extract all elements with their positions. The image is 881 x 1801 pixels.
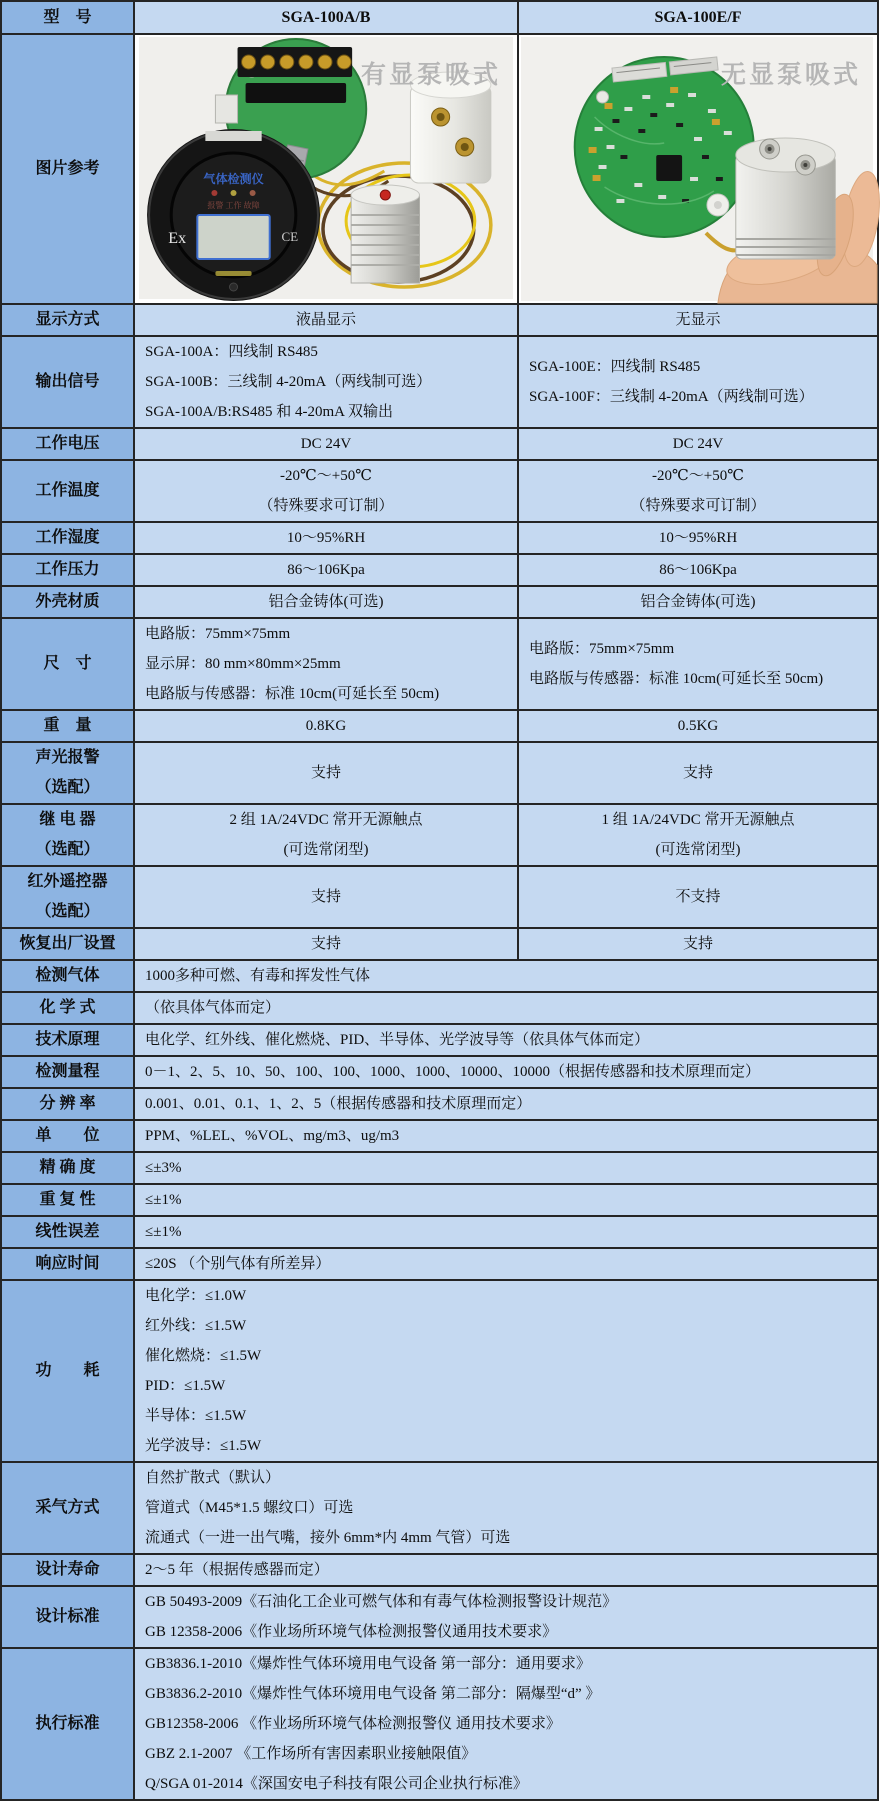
value-text: ≤±1% xyxy=(145,1192,182,1208)
row-label-text: 功 耗 xyxy=(35,1362,100,1379)
model-a-name: SGA-100A/B xyxy=(281,9,371,26)
value-text: -20℃～+50℃ xyxy=(651,468,744,484)
header-row xyxy=(2,2,877,35)
spec-row xyxy=(2,743,877,805)
spec-row xyxy=(2,555,877,587)
row-label-text: 继 电 器 xyxy=(39,811,96,828)
row-label-text: 分 辨 率 xyxy=(39,1095,96,1112)
value-text: 电路版与传感器：标准 10cm(可延长至 50cm) xyxy=(145,686,440,702)
row-label-text: 工作压力 xyxy=(35,561,100,578)
value-text: 半导体：≤1.5W xyxy=(145,1408,247,1424)
row-label-text: 输出信号 xyxy=(35,373,100,390)
red-indicator-dot xyxy=(380,190,390,200)
row-label-text: 重 量 xyxy=(43,717,92,734)
value-text: 电路版：75mm×75mm xyxy=(529,641,675,657)
row-label xyxy=(2,1217,135,1249)
row-label-text: 精 确 度 xyxy=(39,1159,96,1176)
value-cell-a xyxy=(135,337,519,429)
value-text: PPM、%LEL、%VOL、mg/m3、ug/m3 xyxy=(145,1128,400,1144)
spec-row xyxy=(2,1121,877,1153)
spec-row xyxy=(2,429,877,461)
spec-row xyxy=(2,993,877,1025)
value-text: 1 组 1A/24VDC 常开无源触点 xyxy=(601,812,795,828)
value-text: GB12358-2006 《作业场所环境气体检测报警仪 通用技术要求》 xyxy=(145,1716,561,1732)
value-text: 10～95%RH xyxy=(286,530,366,546)
spec-row xyxy=(2,1153,877,1185)
row-label-text: （选配） xyxy=(35,779,100,796)
value-text: 支持 xyxy=(682,765,713,781)
value-cell-span xyxy=(135,1089,877,1121)
value-cell-a xyxy=(135,711,519,743)
row-label xyxy=(2,1057,135,1089)
value-cell-span xyxy=(135,1153,877,1185)
spec-rows-container xyxy=(2,305,877,1799)
value-text: SGA-100F：三线制 4-20mA（两线制可选） xyxy=(529,389,814,405)
value-cell-span xyxy=(135,1249,877,1281)
spec-row xyxy=(2,461,877,523)
row-label xyxy=(2,805,135,867)
value-cell-b xyxy=(519,929,877,961)
row-label xyxy=(2,429,135,461)
row-label xyxy=(2,555,135,587)
ce-mark-text: CE xyxy=(281,229,299,244)
value-cell-b xyxy=(519,711,877,743)
spec-row xyxy=(2,711,877,743)
row-label xyxy=(2,1089,135,1121)
value-text: 0.8KG xyxy=(305,718,347,734)
row-label-text: 工作电压 xyxy=(35,435,100,452)
value-text: 液晶显示 xyxy=(295,312,356,328)
spec-row xyxy=(2,1217,877,1249)
row-label xyxy=(2,1281,135,1463)
model-b-name: SGA-100E/F xyxy=(654,9,742,26)
image-reference-row xyxy=(2,35,877,305)
value-cell-a xyxy=(135,805,519,867)
value-text: 10～95%RH xyxy=(658,530,738,546)
value-text: （依具体气体而定） xyxy=(145,1000,281,1016)
row-label-text: 外壳材质 xyxy=(35,593,100,610)
value-text: 红外线：≤1.5W xyxy=(145,1318,247,1334)
value-text: GB 12358-2006《作业场所环境气体检测报警仪通用技术要求》 xyxy=(145,1624,558,1640)
value-text: -20℃～+50℃ xyxy=(279,468,372,484)
value-text: 电化学：≤1.0W xyxy=(145,1288,247,1304)
connector xyxy=(215,95,237,123)
value-text: SGA-100A/B:RS485 和 4-20mA 双输出 xyxy=(145,404,393,420)
row-label xyxy=(2,619,135,711)
value-cell-a xyxy=(135,461,519,523)
value-cell-b xyxy=(519,587,877,619)
value-cell-a xyxy=(135,523,519,555)
value-text: （特殊要求可订制） xyxy=(258,498,394,514)
value-text: 显示屏：80 mm×80mm×25mm xyxy=(145,656,341,672)
value-cell-a xyxy=(135,619,519,711)
row-label-text: 采气方式 xyxy=(35,1499,100,1516)
value-text: GB3836.1-2010《爆炸性气体环境用电气设备 第一部分：通用要求》 xyxy=(145,1656,591,1672)
value-cell-span xyxy=(135,1217,877,1249)
spec-row xyxy=(2,1089,877,1121)
value-text: 2 组 1A/24VDC 常开无源触点 xyxy=(229,812,423,828)
detector-display-unit xyxy=(147,129,320,301)
row-label-text: 化 学 式 xyxy=(39,999,96,1016)
led-labels-text: 报警 工作 故障 xyxy=(207,201,260,210)
value-text: ≤±1% xyxy=(145,1224,182,1240)
spec-row xyxy=(2,619,877,711)
value-text: 光学波导：≤1.5W xyxy=(145,1438,262,1454)
photo-watermark: 无显泵吸式 xyxy=(720,61,861,89)
value-text: 电路版与传感器：标准 10cm(可延长至 50cm) xyxy=(529,671,824,687)
spec-row xyxy=(2,1057,877,1089)
value-text: PID：≤1.5W xyxy=(145,1378,226,1394)
spec-row xyxy=(2,1025,877,1057)
value-text: GB3836.2-2010《爆炸性气体环境用电气设备 第二部分：隔爆型“d” 》 xyxy=(145,1686,601,1702)
ex-mark-text: Ex xyxy=(168,230,187,247)
value-text: 管道式（M45*1.5 螺纹口）可选 xyxy=(145,1500,354,1516)
value-text: 支持 xyxy=(310,765,341,781)
value-text: DC 24V xyxy=(300,436,352,452)
spec-row xyxy=(2,961,877,993)
detector-title-text: 气体检测仪 xyxy=(203,172,264,186)
row-label xyxy=(2,461,135,523)
spec-row xyxy=(2,867,877,929)
value-cell-a xyxy=(135,429,519,461)
value-cell-span xyxy=(135,1025,877,1057)
sensor-probe xyxy=(736,138,835,259)
row-label xyxy=(2,743,135,805)
value-text: 电路版：75mm×75mm xyxy=(145,626,291,642)
row-label-text: 恢复出厂设置 xyxy=(19,935,116,952)
detector-label-sticker xyxy=(205,131,261,141)
row-label-text: （选配） xyxy=(35,841,100,858)
value-cell-a xyxy=(135,929,519,961)
spec-row xyxy=(2,1185,877,1217)
value-cell-b xyxy=(519,743,877,805)
value-text: GB 50493-2009《石油化工企业可燃气体和有毒气体检测报警设计规范》 xyxy=(145,1594,618,1610)
value-cell-span xyxy=(135,1281,877,1463)
value-text: 86～106Kpa xyxy=(287,562,365,578)
value-cell-a xyxy=(135,305,519,337)
row-label xyxy=(2,867,135,929)
value-cell-b xyxy=(519,429,877,461)
value-text: (可选常闭型) xyxy=(655,842,741,858)
value-cell-span xyxy=(135,1057,877,1089)
row-label-text: 检测气体 xyxy=(35,967,100,984)
value-cell-span xyxy=(135,993,877,1025)
value-text: （特殊要求可订制） xyxy=(630,498,766,514)
ic-chip xyxy=(656,155,682,181)
model-b-header-cell xyxy=(519,2,877,35)
row-label xyxy=(2,1555,135,1587)
sensor-cylinder xyxy=(351,185,419,283)
value-text: 催化燃烧：≤1.5W xyxy=(145,1348,262,1364)
value-text: 支持 xyxy=(310,936,341,952)
value-text: 支持 xyxy=(682,936,713,952)
row-label-text: 检测量程 xyxy=(35,1063,100,1080)
value-text: 铝合金铸体(可选) xyxy=(640,594,756,610)
value-text: 1000多种可燃、有毒和挥发性气体 xyxy=(145,968,371,984)
row-label xyxy=(2,305,135,337)
value-text: (可选常闭型) xyxy=(283,842,369,858)
product-photo-cell-b xyxy=(519,35,877,305)
row-label-text: 技术原理 xyxy=(35,1031,100,1048)
row-label-text: 响应时间 xyxy=(35,1255,100,1272)
value-text: 支持 xyxy=(310,889,341,905)
value-text: 86～106Kpa xyxy=(659,562,737,578)
row-label-text: 执行标准 xyxy=(35,1715,100,1732)
spec-row xyxy=(2,587,877,619)
value-cell-a xyxy=(135,555,519,587)
row-label xyxy=(2,35,135,305)
spec-row xyxy=(2,523,877,555)
model-header-label-cell xyxy=(2,2,135,35)
value-text: 电化学、红外线、催化燃烧、PID、半导体、光学波导等（依具体气体而定） xyxy=(145,1032,650,1048)
value-text: 0.5KG xyxy=(677,718,719,734)
row-label xyxy=(2,1153,135,1185)
value-text: Q/SGA 01-2014《深国安电子科技有限公司企业执行标准》 xyxy=(145,1776,528,1792)
value-cell-span xyxy=(135,1185,877,1217)
spec-row xyxy=(2,929,877,961)
row-label-text: 显示方式 xyxy=(35,311,100,328)
value-text: 自然扩散式（默认） xyxy=(145,1470,281,1486)
spec-row xyxy=(2,805,877,867)
value-cell-b xyxy=(519,305,877,337)
value-cell-span xyxy=(135,1121,877,1153)
row-label xyxy=(2,1121,135,1153)
value-cell-a xyxy=(135,743,519,805)
value-cell-b xyxy=(519,619,877,711)
row-label xyxy=(2,1185,135,1217)
row-label-text: 工作温度 xyxy=(35,482,100,499)
lcd-screen xyxy=(197,215,269,259)
value-text: 铝合金铸体(可选) xyxy=(268,594,384,610)
row-label-text: 单 位 xyxy=(35,1127,100,1144)
value-text: ≤20S （个别气体有所差异） xyxy=(145,1256,331,1272)
value-cell-span xyxy=(135,961,877,993)
row-label-text: 设计标准 xyxy=(35,1608,100,1625)
row-label-text: 声光报警 xyxy=(35,749,100,766)
row-label-text: 重 复 性 xyxy=(39,1191,96,1208)
row-label xyxy=(2,587,135,619)
model-header-label: 型 号 xyxy=(43,9,92,26)
value-text: SGA-100E：四线制 RS485 xyxy=(529,359,701,375)
value-text: SGA-100B：三线制 4-20mA（两线制可选） xyxy=(145,374,432,390)
row-label xyxy=(2,711,135,743)
row-label-text: （选配） xyxy=(35,903,100,920)
value-cell-b xyxy=(519,805,877,867)
row-label-text: 图片参考 xyxy=(35,160,100,177)
row-label xyxy=(2,1587,135,1649)
spec-row xyxy=(2,1249,877,1281)
row-label xyxy=(2,1025,135,1057)
row-label-text: 工作湿度 xyxy=(35,529,100,546)
spec-row xyxy=(2,1649,877,1799)
value-text: 0.001、0.01、0.1、1、2、5（根据传感器和技术原理而定） xyxy=(145,1096,532,1112)
spec-row xyxy=(2,305,877,337)
spec-row xyxy=(2,1281,877,1463)
row-label xyxy=(2,961,135,993)
photo-watermark: 有显泵吸式 xyxy=(360,61,501,89)
value-cell-span xyxy=(135,1555,877,1587)
value-cell-b xyxy=(519,337,877,429)
row-label xyxy=(2,1649,135,1799)
value-cell-span xyxy=(135,1587,877,1649)
row-label xyxy=(2,993,135,1025)
value-cell-b xyxy=(519,461,877,523)
row-label-text: 红外遥控器 xyxy=(27,873,108,890)
value-text: 流通式（一进一出气嘴，接外 6mm*内 4mm 气管）可选 xyxy=(145,1530,511,1546)
value-text: DC 24V xyxy=(672,436,724,452)
value-text: GBZ 2.1-2007 《工作场所有害因素职业接触限值》 xyxy=(145,1746,477,1762)
spec-row xyxy=(2,337,877,429)
value-cell-span xyxy=(135,1463,877,1555)
row-label xyxy=(2,523,135,555)
value-text: 0－1、2、5、10、50、100、100、1000、1000、10000、10000（根据传感器和技术原理而定） xyxy=(145,1064,761,1080)
spec-row xyxy=(2,1555,877,1587)
model-a-header-cell xyxy=(135,2,519,35)
value-cell-b xyxy=(519,523,877,555)
value-text: SGA-100A：四线制 RS485 xyxy=(145,344,318,360)
row-label xyxy=(2,337,135,429)
row-label-text: 尺 寸 xyxy=(43,655,92,672)
row-label xyxy=(2,1249,135,1281)
value-text: 2～5 年（根据传感器而定） xyxy=(145,1562,329,1578)
value-cell-span xyxy=(135,1649,877,1799)
value-text: 无显示 xyxy=(675,312,721,328)
value-text: 不支持 xyxy=(675,889,721,905)
product-photo-cell-a xyxy=(135,35,519,305)
value-cell-a xyxy=(135,587,519,619)
row-label xyxy=(2,929,135,961)
row-label-text: 设计寿命 xyxy=(35,1561,100,1578)
value-text: ≤±3% xyxy=(145,1160,182,1176)
row-label-text: 线性误差 xyxy=(35,1223,100,1240)
spec-row xyxy=(2,1587,877,1649)
value-cell-a xyxy=(135,867,519,929)
value-cell-b xyxy=(519,555,877,587)
value-cell-b xyxy=(519,867,877,929)
row-label xyxy=(2,1463,135,1555)
spec-row xyxy=(2,1463,877,1555)
